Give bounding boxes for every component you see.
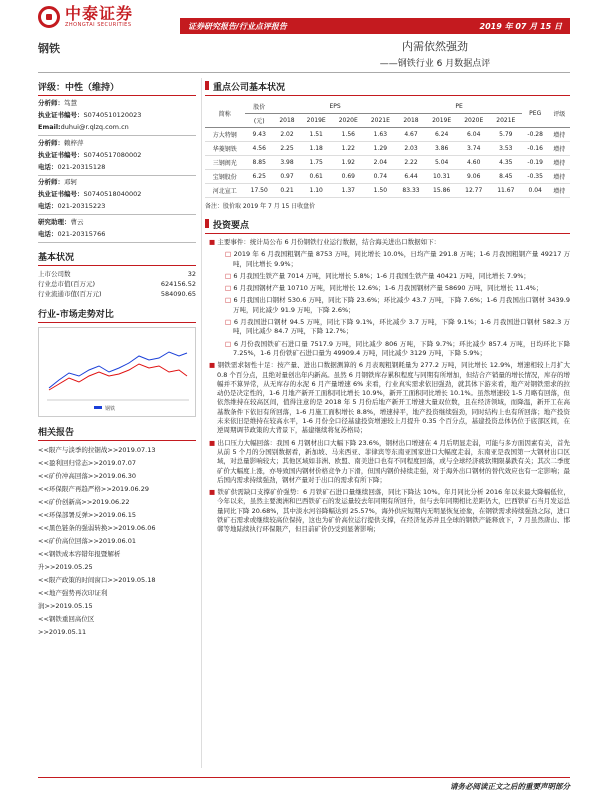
table-row	[205, 156, 570, 170]
related-reports	[38, 444, 196, 639]
sub-header: 2021E	[364, 114, 396, 128]
table-cell: 5.04	[426, 156, 458, 170]
col-peg: PEG	[522, 100, 549, 128]
logo-mark-icon	[38, 6, 60, 28]
report-type: 证券研究报告/行业点评报告	[188, 21, 287, 31]
table-cell: 8.45	[490, 170, 522, 184]
table-cell: 1.18	[300, 142, 332, 156]
header-divider	[38, 72, 570, 73]
sub-header: (元)	[245, 114, 274, 128]
table-cell: 83.33	[396, 184, 425, 198]
table-cell: 2.03	[396, 142, 425, 156]
basic-row: 行业总市值(百万元) 624156.52	[38, 280, 196, 288]
rating: 评级：中性（维持）	[38, 78, 196, 96]
table-cell: 1.92	[332, 156, 364, 170]
report-subtitle: ——钢铁行业 6 月数据点评	[379, 59, 491, 69]
table-cell: -0.16	[522, 142, 549, 156]
col-rating: 评级	[549, 100, 570, 128]
related-report-link[interactable]: <<矿价高位回落>>2019.06.01	[38, 537, 137, 545]
sub-header: 2018	[274, 114, 300, 128]
logo-cn: 中泰证券	[65, 4, 134, 23]
col-name: 简称	[205, 100, 245, 128]
company-table	[205, 100, 570, 198]
basic-row: 行业流通市值(百万元) 584090.65	[38, 290, 196, 298]
sub-header: 2020E	[332, 114, 364, 128]
table-row	[205, 142, 570, 156]
footer-disclaimer: 请务必阅读正文之后的重要声明部分	[38, 777, 570, 792]
company-logo	[38, 6, 133, 28]
table-cell: 3.74	[458, 142, 490, 156]
left-column	[38, 78, 196, 639]
table-cell: 增持	[549, 128, 570, 142]
related-report-link[interactable]: 润>>2019.05.15	[38, 602, 93, 610]
table-cell: 4.67	[396, 128, 425, 142]
right-column	[205, 78, 570, 538]
table-cell: 1.51	[300, 128, 332, 142]
table-cell: 增持	[549, 142, 570, 156]
table-cell: -0.28	[522, 128, 549, 142]
legend-label: 钢铁	[105, 406, 116, 412]
sub-header: 2019E	[300, 114, 332, 128]
table-cell: 6.25	[245, 170, 274, 184]
table-cell: 3.98	[274, 156, 300, 170]
related-report-link[interactable]: <<钢铁成本容错年报暨解析	[38, 550, 121, 558]
legend-swatch	[94, 406, 102, 409]
analyst-row: 分析师：笃慧	[38, 99, 77, 107]
table-cell: 4.56	[245, 142, 274, 156]
table-cell: 华菱钢铁	[205, 142, 245, 156]
analyst-row: 执业证书编号：S0740517080002	[38, 150, 142, 159]
table-cell: 9.06	[458, 170, 490, 184]
table-cell: 3.86	[426, 142, 458, 156]
table-cell: -0.35	[522, 170, 549, 184]
table-cell: 方大特钢	[205, 128, 245, 142]
table-cell: 1.22	[332, 142, 364, 156]
analyst-row: 电话：021-20315766	[38, 229, 106, 238]
table-cell: 1.56	[332, 128, 364, 142]
table-cell: 宝钢股份	[205, 170, 245, 184]
event-items	[205, 250, 570, 358]
demand-paragraph: ■ 钢铁需求韧性十足：按产量、进出口数据测算的 6 月表观粗钢耗量为 277.2 万吨，同比增长 12.9%，增速相较上月扩大 0.8 个百分点，且绝对量创出年内新高。虽然 6 月钢铁库存累积程度与同期有所增加，但结合产销量的增长情况，库存的增幅并不算异常，从无库存的水泥 6 月产量增速 6% 来看，行业真实需求依旧强劲，就其体下游来看，地产对钢铁需求的拉动仍是决定性的，1-6 月地产新开工面积同比增长 10.9%，新开工面积同比增长 10.1%。虽然增速较 1-5 月略有回落，但依然维持在较高区间，值得注意的是 2018 年 5 月份后地产新开工增速大量双位数，且在经济领域，而降温，新开工在高基数条件下依旧有所回落，1-6 月施工面积增长 8.8%，增速持平，地产投资继续强劲，同时结构上也有所回落；地产投资未来依旧是维持在较高水平，1-6 月份全口径基建投资增速较上月提升 0.35 个百分点，基建投资总体仍位于底部区间，在逆周期调节政策的大背景下，基建继续将复苏格局；	[209, 361, 570, 435]
related-title: 相关报告	[38, 423, 196, 441]
trend-chart-svg	[39, 328, 197, 418]
table-row	[205, 170, 570, 184]
market-trend-chart	[38, 327, 196, 417]
column-divider	[201, 78, 202, 768]
table-cell: 1.10	[300, 184, 332, 198]
header-bar	[180, 18, 570, 34]
table-cell: 2.04	[364, 156, 396, 170]
analyst-row: 电话：021-20315128	[38, 162, 106, 171]
related-report-link[interactable]: <<矿价创新高>>2019.06.22	[38, 498, 130, 506]
analyst-row: 执业证书编号：S0740510120023	[38, 111, 142, 119]
table-cell: 5.79	[490, 128, 522, 142]
related-report-link[interactable]: <<黑色链条的强弱转换>>2019.06.06	[38, 524, 156, 532]
table-cell: 17.50	[245, 184, 274, 198]
table-cell: 1.50	[364, 184, 396, 198]
related-report-link[interactable]: <<地产强势再次印证利	[38, 589, 108, 597]
table-cell: 1.37	[332, 184, 364, 198]
sub-header: 2020E	[458, 114, 490, 128]
export-paragraph: ■ 出口压力大幅回落：我国 6 月钢材出口大幅下降 23.6%，钢材出口增速在 4 月后明显走弱，可能与多方面因素有关，首先从前 5 个月的分国别数据看，新加坡、马来西亚、菲律宾等东南亚国家进口大幅度走弱，东南亚是我国第一大钢材出口区域，对总量影响较大；其他区域如非洲、欧盟、南美进口也有不同程度回落，或与全球经济疲软期限暴跌有关；其次二季度矿价大幅度上涨，亦导致国内钢材价格竞争力下滑，但国内钢价持续走强，对于海外出口钢材的替代效应也有一定影响；最后国内需求持续强劲，钢材产量对于出口的需求有所下降；	[209, 438, 570, 484]
event-item: □ 6 月我国生铁产量 7014 万吨，同比增长 5.8%；1-6 月我国生铁产量 40421 万吨，同比增长 7.9%；	[225, 271, 530, 280]
table-cell: 11.67	[490, 184, 522, 198]
analyst-row: 电话：021-20315223	[38, 202, 106, 210]
table-cell: 2.25	[274, 142, 300, 156]
related-report-link[interactable]: <<矿价冲高回落>>2019.06.30	[38, 472, 137, 480]
table-cell: 6.44	[396, 170, 425, 184]
table-cell: -0.19	[522, 156, 549, 170]
related-report-link[interactable]: <<限产与淡季的拉锯战>>2019.07.13	[38, 446, 156, 454]
sub-header: 2019E	[426, 114, 458, 128]
event-item: □ 6 月我国钢材产量 10710 万吨，同比增长 12.6%；1-6 月我国钢材产量 58690 万吨，同比增长 11.4%；	[225, 284, 543, 293]
table-cell: 9.43	[245, 128, 274, 142]
analyst-row: 分析师：邓轲	[38, 178, 77, 186]
analyst-row: Email:duhui@r.qlzq.com.cn	[38, 123, 129, 131]
analyst-row: 执业证书编号：S0740518040002	[38, 190, 142, 198]
basic-stats	[38, 269, 196, 299]
table-cell: 10.31	[426, 170, 458, 184]
table-cell: 河北宣工	[205, 184, 245, 198]
table-cell: 增持	[549, 156, 570, 170]
related-report-link[interactable]: >>2019.05.11	[38, 628, 87, 636]
sub-header: 2021E	[490, 114, 522, 128]
table-cell: 6.04	[458, 128, 490, 142]
table-cell: 6.24	[426, 128, 458, 142]
table-cell: 3.53	[490, 142, 522, 156]
table-cell: 4.35	[490, 156, 522, 170]
industry-label: 钢铁	[38, 42, 60, 55]
table-cell: 0.69	[332, 170, 364, 184]
table-cell: 0.74	[364, 170, 396, 184]
related-report-link[interactable]: <<环保限产再趋严格>>2019.06.29	[38, 485, 150, 493]
analyst-list	[38, 99, 196, 242]
table-cell: 12.77	[458, 184, 490, 198]
analyst-row: 分析师：赖梓萍	[38, 138, 84, 147]
table-cell: 0.21	[274, 184, 300, 198]
table-cell: 4.60	[458, 156, 490, 170]
analyst-row: 研究助理：曹云	[38, 217, 84, 226]
report-date: 2019 年 07 月 15 日	[479, 21, 562, 31]
table-cell: 1.75	[300, 156, 332, 170]
col-eps: EPS	[274, 100, 397, 114]
table-row	[205, 184, 570, 198]
table-cell: 1.63	[364, 128, 396, 142]
event-item: □ 6 月我国出口钢材 530.6 万吨，同比下降 23.6%；环比减少 43.7 万吨，下降 7.6%；1-6 月我国出口钢材 3439.9 万吨，同比减少 91.9 万吨，下降 2.6%；	[225, 296, 570, 314]
related-report-link[interactable]: <<钢铁重回高位区	[38, 615, 95, 623]
table-section-title: 重点公司基本状况	[205, 78, 570, 96]
table-cell: 2.22	[396, 156, 425, 170]
table-cell: 1.29	[364, 142, 396, 156]
chart-title: 行业-市场走势对比	[38, 305, 196, 323]
event-item: □ 6 月份我国铁矿石进口量 7517.9 万吨，同比减少 806 万吨，下降 9.7%；环比减少 857.4 万吨，日均环比下降 7.25%，1-6 月份铁矿石进口量为 49909.4 万吨，同比减少 3129 万吨，下降 5.9%；	[225, 339, 571, 357]
table-cell: 2.02	[274, 128, 300, 142]
table-row	[205, 128, 570, 142]
table-cell: 增持	[549, 184, 570, 198]
table-cell: 8.85	[245, 156, 274, 170]
table-cell: 0.04	[522, 184, 549, 198]
sub-header: 2018	[396, 114, 425, 128]
basic-title: 基本状况	[38, 248, 196, 266]
related-report-link[interactable]: <<环保部署反弹>>2019.06.15	[38, 511, 137, 519]
invest-title: 投资要点	[205, 216, 570, 234]
col-pe: PE	[396, 100, 521, 114]
table-cell: 0.97	[274, 170, 300, 184]
table-cell: 增持	[549, 170, 570, 184]
ore-paragraph: ■ 铁矿供需缺口支撑矿价强势：6 月铁矿石进口量继续回落，同比下降达 10%。年月同比分析 2016 年以来最大降幅低位，今年以来，虽然主要澳洲和巴西铁矿石的发运量较去年同期有所回升，但与去年同期相比差距仍大，巴西铁矿石当月发运总量同比下降 20.68%，其中淡水河谷降幅达到 25.57%，海外供应短期内无明显恢复迹象，在钢铁需求持续强劲之际，进口铁矿石需求或继续较高位保持，这也为矿价高位运行提供支撑，在经济复苏并且全球的钢铁产能释放下，7 月虽然唐山、邯郸等地陆续执行环保限产，但目前矿价仍受到显著影响；	[209, 488, 570, 534]
col-price: 股价	[245, 100, 274, 114]
table-cell: 0.61	[300, 170, 332, 184]
related-report-link[interactable]: <<限产政策的时间窗口>>2019.05.18	[38, 576, 156, 584]
basic-row: 上市公司数 32	[38, 270, 196, 278]
main-event: ■ 主要事件：统计局公布 6 月份钢铁行业运行数据，结合海关进出口数据如下：	[209, 238, 441, 246]
logo-en: ZHONGTAI SECURITIES	[65, 22, 132, 28]
event-item: □ 6 月我国进口钢材 94.5 万吨，同比下降 9.1%，环比减少 3.7 万吨，下降 9.1%；1-6 月我国进口钢材 582.3 万吨，同比减少 84.7 万吨，下降 12.7%；	[225, 318, 571, 336]
table-note: 备注：股价取 2019 年 7 月 15 日收盘价	[205, 203, 316, 210]
related-report-link[interactable]: <<盈利回归常态>>2019.07.07	[38, 459, 137, 467]
table-cell: 15.86	[426, 184, 458, 198]
report-title: 内需依然强劲	[402, 40, 468, 53]
event-item: □ 2019 年 6 月我国粗钢产量 8753 万吨，同比增长 10.0%，日均产量 291.8 万吨；1-6 月我国粗钢产量 49217 万吨，同比增长 9.9%；	[225, 250, 571, 268]
table-cell: 三钢闽光	[205, 156, 245, 170]
related-report-link[interactable]: 升>>2019.05.25	[38, 563, 93, 571]
